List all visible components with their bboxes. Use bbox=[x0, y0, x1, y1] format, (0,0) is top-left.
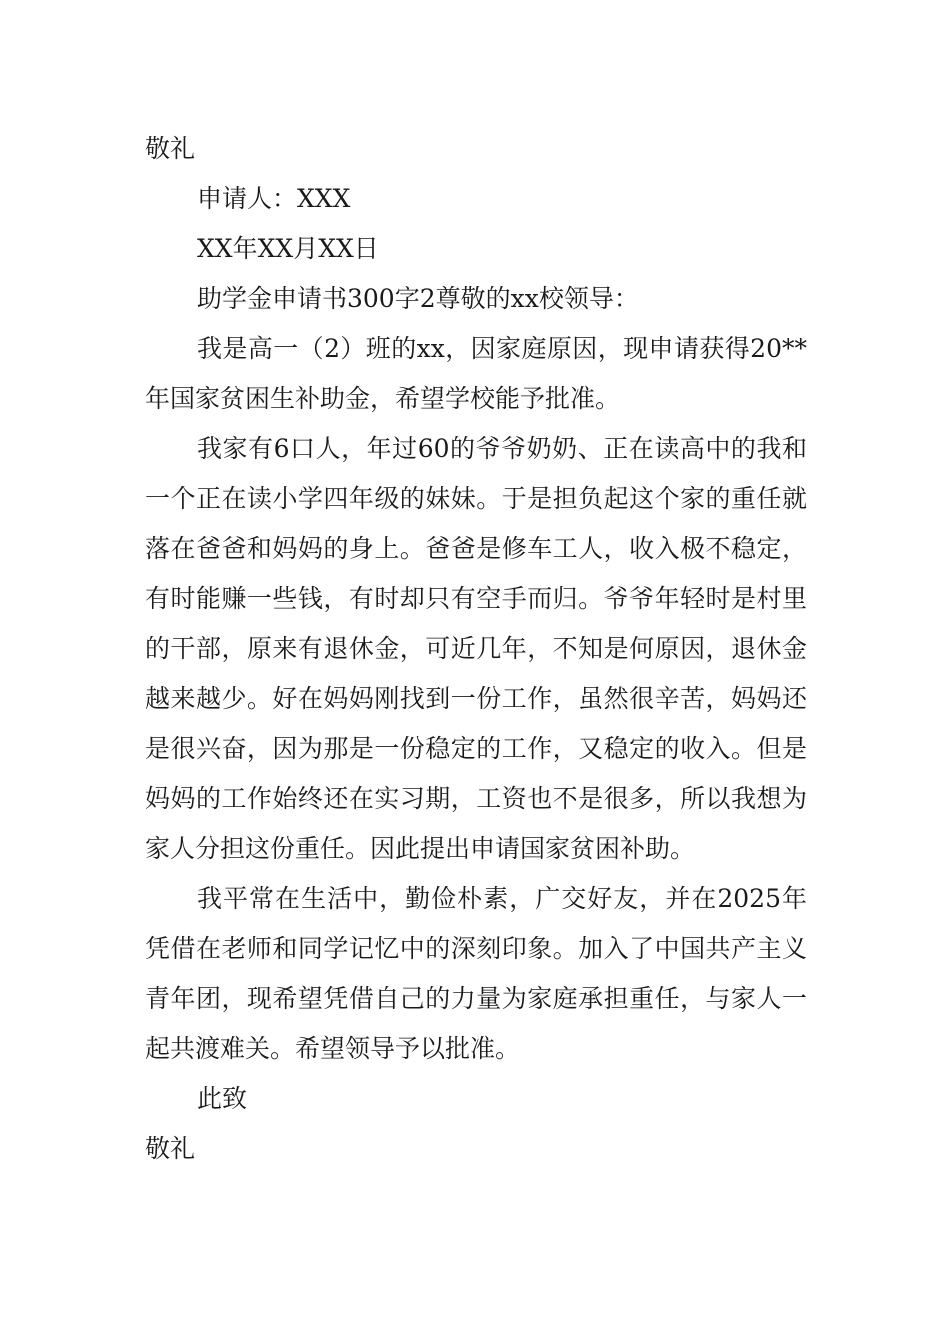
paragraph-request: 我是高一（2）班的xx，因家庭原因，现申请获得20**年国家贫困生补助金，希望学校能予批准。 bbox=[145, 334, 807, 413]
heading-line: 助学金申请书300字2尊敬的xx校领导： bbox=[197, 284, 639, 313]
closing-line-top: 敬礼 bbox=[145, 134, 196, 163]
paragraph-self: 我平常在生活中，勤俭朴素，广交好友，并在2025年凭借在老师和同学记忆中的深刻印象。加入了中国共产主义青年团，现希望凭借自己的力量为家庭承担重任，与家人一起共渡难关。希望领导予以批准。 bbox=[145, 884, 807, 1063]
letter-body bbox=[145, 124, 807, 1174]
applicant-line: 申请人：XXX bbox=[197, 184, 351, 213]
paragraph-family: 我家有6口人，年过60的爷爷奶奶、正在读高中的我和一个正在读小学四年级的妹妹。于是担负起这个家的重任就落在爸爸和妈妈的身上。爸爸是修车工人，收入极不稳定，有时能赚一些钱，有时却只有空手而归。爷爷年轻时是村里的干部，原来有退休金，可近几年，不知是何原因，退休金越来越少。好在妈妈刚找到一份工作，虽然很辛苦，妈妈还是很兴奋，因为那是一份稳定的工作，又稳定的收入。但是妈妈的工作始终还在实习期，工资也不是很多，所以我想为家人分担这份重任。因此提出申请国家贫困补助。 bbox=[145, 434, 807, 863]
closing-line-bottom: 敬礼 bbox=[145, 1134, 196, 1163]
salutation-line: 此致 bbox=[197, 1084, 248, 1113]
date-line: XX年XX月XX日 bbox=[197, 234, 379, 263]
